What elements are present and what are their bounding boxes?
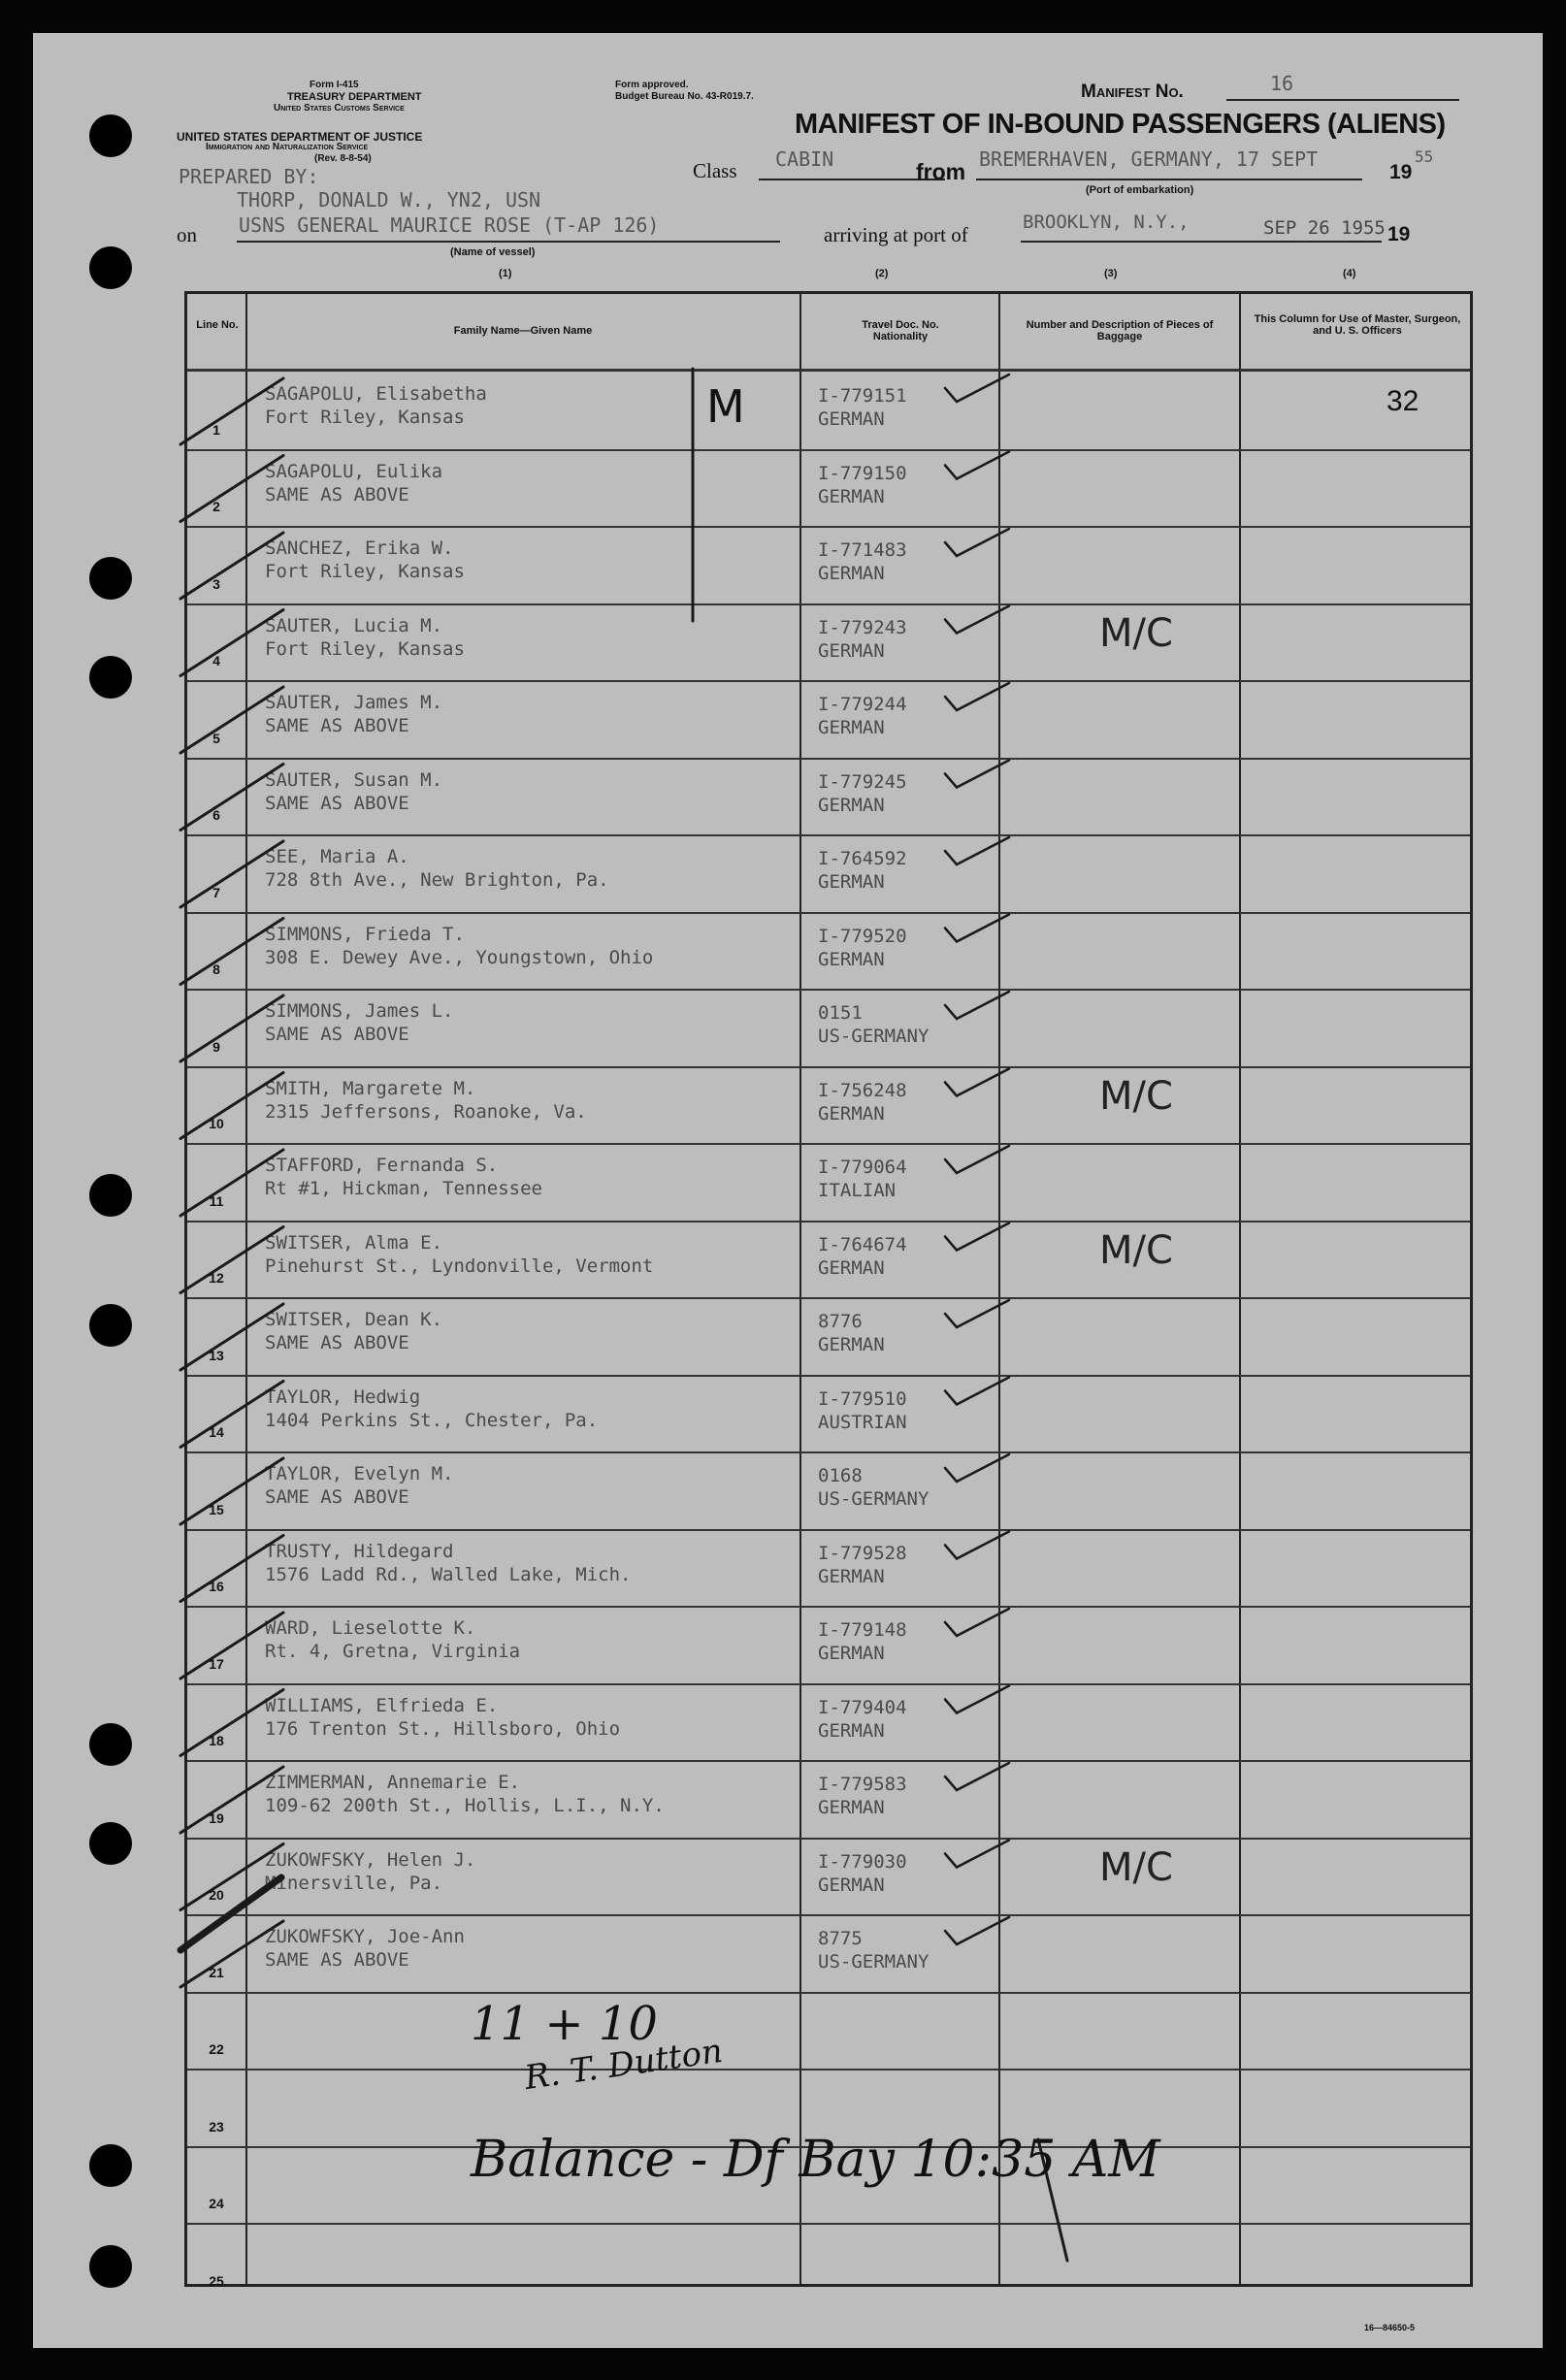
nationality: GERMAN bbox=[818, 408, 885, 430]
check-mark bbox=[945, 1069, 1009, 1096]
col-num-1: (1) bbox=[499, 268, 512, 279]
handwritten-count: 11 + 10 bbox=[471, 1997, 658, 2051]
nationality: GERMAN bbox=[818, 1334, 885, 1355]
passenger-address: SAME AS ABOVE bbox=[265, 483, 409, 505]
travel-doc-no: I-764592 bbox=[818, 848, 907, 869]
strike-mark bbox=[180, 1073, 283, 1139]
strike-mark bbox=[180, 1690, 283, 1756]
check-mark bbox=[945, 1841, 1009, 1868]
travel-doc-no: I-756248 bbox=[818, 1079, 907, 1101]
passenger-name: SEE, Maria A. bbox=[265, 846, 409, 867]
passenger-name: SAGAPOLU, Eulika bbox=[265, 460, 443, 482]
arrival-year-prefix: 19 bbox=[1387, 223, 1411, 245]
passenger-name: SIMMONS, Frieda T. bbox=[265, 923, 465, 945]
manifest-no: 16 bbox=[1270, 72, 1294, 95]
port-embark-caption: (Port of embarkation) bbox=[1086, 184, 1194, 196]
travel-doc-no: I-764674 bbox=[818, 1233, 907, 1255]
passenger-address: 176 Trenton St., Hillsboro, Ohio bbox=[265, 1717, 621, 1740]
passenger-name: SAGAPOLU, Elisabetha bbox=[265, 383, 487, 405]
nationality: GERMAN bbox=[818, 1719, 885, 1742]
line-number: 20 bbox=[209, 1887, 224, 1903]
line-number: 3 bbox=[212, 575, 220, 592]
strike-mark bbox=[180, 1536, 283, 1602]
prepared-by: THORP, DONALD W., YN2, USN bbox=[237, 188, 541, 212]
strike-mark bbox=[180, 1150, 283, 1216]
strike-mark bbox=[180, 1921, 283, 1987]
line-number: 21 bbox=[209, 1964, 224, 1980]
travel-doc-no: I-779064 bbox=[818, 1157, 907, 1178]
year-prefix: 19 bbox=[1389, 161, 1413, 183]
check-mark bbox=[945, 1763, 1009, 1790]
line-number: 7 bbox=[212, 884, 220, 900]
check-mark bbox=[945, 1454, 1009, 1482]
strike-mark bbox=[180, 1458, 283, 1524]
check-mark bbox=[945, 1300, 1009, 1327]
passenger-address: SAME AS ABOVE bbox=[265, 1949, 409, 1971]
passenger-address: Rt. 4, Gretna, Virginia bbox=[265, 1641, 521, 1662]
col-header-name: Family Name—Given Name bbox=[453, 325, 593, 337]
check-mark bbox=[945, 1146, 1009, 1173]
passenger-address: Fort Riley, Kansas bbox=[265, 561, 465, 582]
strike-mark bbox=[180, 919, 283, 985]
passenger-name: ZUKOWFSKY, Helen J. bbox=[265, 1848, 476, 1871]
col-header-baggage: Number and Description of Pieces of Baggage bbox=[1026, 319, 1214, 342]
travel-doc-no: I-779245 bbox=[818, 770, 907, 793]
travel-doc-no: I-779404 bbox=[818, 1696, 907, 1718]
handwritten-balance: Balance - Df Bay 10:35 AM bbox=[471, 2131, 1160, 2189]
passenger-address: 109-62 200th St., Hollis, L.I., N.Y. bbox=[265, 1795, 665, 1816]
customs-service: United States Customs Service bbox=[274, 103, 405, 114]
handwritten-m: M bbox=[706, 380, 745, 433]
passenger-name: SWITSER, Alma E. bbox=[265, 1231, 443, 1254]
travel-doc-no: I-779148 bbox=[818, 1619, 907, 1641]
travel-doc-no: I-779030 bbox=[818, 1850, 907, 1873]
line-number: 16 bbox=[209, 1579, 224, 1594]
col-num-4: (4) bbox=[1343, 268, 1356, 279]
line-number: 22 bbox=[209, 2041, 224, 2057]
nationality: GERMAN bbox=[818, 1874, 885, 1896]
line-number: 19 bbox=[209, 1809, 224, 1826]
travel-doc-no: I-779528 bbox=[818, 1542, 907, 1564]
manifest-title: MANIFEST OF IN-BOUND PASSENGERS (ALIENS) bbox=[795, 109, 1446, 140]
strike-mark bbox=[180, 995, 283, 1061]
passenger-address: 2315 Jeffersons, Roanoke, Va. bbox=[265, 1100, 587, 1123]
nationality: GERMAN bbox=[818, 871, 885, 893]
travel-doc-no: 0151 bbox=[818, 1002, 863, 1024]
line-number: 25 bbox=[209, 2272, 224, 2289]
travel-doc-no: 0168 bbox=[818, 1465, 863, 1486]
line-number: 17 bbox=[209, 1655, 224, 1672]
footer-code: 16—84650-5 bbox=[1364, 2323, 1416, 2332]
nationality: GERMAN bbox=[818, 639, 885, 662]
passenger-name: SAUTER, Lucia M. bbox=[265, 614, 443, 636]
passenger-address: SAME AS ABOVE bbox=[265, 1332, 409, 1353]
line-number: 10 bbox=[209, 1116, 224, 1131]
revision: (Rev. 8-8-54) bbox=[314, 153, 372, 164]
strike-mark bbox=[180, 378, 283, 444]
check-mark bbox=[945, 1609, 1009, 1636]
strike-mark bbox=[180, 456, 283, 522]
nationality: AUSTRIAN bbox=[818, 1411, 907, 1433]
check-mark bbox=[945, 761, 1009, 788]
line-number: 1 bbox=[212, 421, 220, 438]
nationality: GERMAN bbox=[818, 1797, 885, 1818]
from-value: BREMERHAVEN, GERMANY, 17 SEPT bbox=[979, 147, 1319, 171]
col-header-line: Line No. bbox=[196, 319, 239, 331]
nationality: ITALIAN bbox=[818, 1180, 897, 1201]
check-mark bbox=[945, 992, 1009, 1019]
manifest-no-label: Manifest No. bbox=[1081, 82, 1184, 102]
line-number: 9 bbox=[212, 1038, 220, 1055]
class-label: Class bbox=[693, 159, 737, 182]
passenger-name: SWITSER, Dean K. bbox=[265, 1309, 443, 1330]
on-label: on bbox=[177, 223, 197, 246]
officer-note: 32 bbox=[1387, 385, 1419, 417]
passenger-name: ZUKOWFSKY, Joe-Ann bbox=[265, 1926, 465, 1947]
line-number: 11 bbox=[209, 1192, 224, 1209]
check-mark bbox=[945, 1917, 1009, 1944]
passenger-name: SMITH, Margarete M. bbox=[265, 1077, 476, 1099]
passenger-name: WILLIAMS, Elfrieda E. bbox=[265, 1694, 499, 1716]
nationality: GERMAN bbox=[818, 948, 885, 970]
strike-mark bbox=[180, 610, 283, 676]
check-mark bbox=[945, 606, 1009, 634]
nationality: GERMAN bbox=[818, 1643, 885, 1664]
line-number: 12 bbox=[209, 1270, 224, 1286]
line-number: 13 bbox=[209, 1347, 224, 1363]
passenger-address: Rt #1, Hickman, Tennessee bbox=[265, 1178, 542, 1199]
travel-doc-no: I-771483 bbox=[818, 539, 907, 561]
vessel-caption: (Name of vessel) bbox=[450, 246, 536, 258]
col-num-2: (2) bbox=[875, 268, 889, 279]
line-number: 24 bbox=[209, 2196, 224, 2211]
ins-service: Immigration and Naturalization Service bbox=[206, 142, 369, 152]
passenger-name: TRUSTY, Hildegard bbox=[265, 1540, 454, 1562]
passenger-name: STAFFORD, Fernanda S. bbox=[265, 1155, 499, 1176]
nationality: GERMAN bbox=[818, 794, 885, 816]
check-mark bbox=[945, 683, 1009, 710]
passenger-name: SIMMONS, James L. bbox=[265, 1000, 454, 1022]
line-number: 5 bbox=[212, 730, 220, 746]
strike-mark bbox=[180, 765, 283, 831]
col-header-travel: Travel Doc. No. Nationality bbox=[862, 319, 939, 342]
line-number: 4 bbox=[212, 653, 220, 668]
baggage-mark: M/C bbox=[1099, 1073, 1173, 1119]
strike-mark bbox=[180, 1304, 283, 1370]
travel-doc-no: I-779583 bbox=[818, 1774, 907, 1795]
travel-doc-no: I-779151 bbox=[818, 385, 907, 407]
travel-doc-no: I-779244 bbox=[818, 694, 907, 715]
passenger-name: TAYLOR, Evelyn M. bbox=[265, 1463, 454, 1484]
nationality: US-GERMANY bbox=[818, 1026, 930, 1047]
arrival-port: BROOKLYN, N.Y., bbox=[1023, 212, 1190, 233]
arrival-stamp: SEP 26 1955 bbox=[1263, 217, 1386, 239]
baggage-mark: M/C bbox=[1099, 1227, 1173, 1273]
passenger-name: WARD, Lieselotte K. bbox=[265, 1617, 476, 1639]
treasury-dept: TREASURY DEPARTMENT bbox=[287, 91, 422, 103]
nationality: US-GERMANY bbox=[818, 1951, 930, 1972]
passenger-address: 1404 Perkins St., Chester, Pa. bbox=[265, 1409, 599, 1431]
nationality: GERMAN bbox=[818, 717, 885, 738]
check-mark bbox=[945, 837, 1009, 864]
line-number: 18 bbox=[209, 1733, 224, 1748]
travel-doc-no: I-779150 bbox=[818, 462, 907, 484]
strike-mark bbox=[180, 1613, 283, 1679]
passenger-address: Pinehurst St., Lyndonville, Vermont bbox=[265, 1255, 654, 1277]
passenger-address: SAME AS ABOVE bbox=[265, 1486, 409, 1508]
nationality: GERMAN bbox=[818, 485, 885, 507]
passenger-address: 308 E. Dewey Ave., Youngstown, Ohio bbox=[265, 946, 654, 968]
strike-mark bbox=[180, 1844, 283, 1910]
passenger-name: SAUTER, James M. bbox=[265, 692, 443, 713]
line-number: 8 bbox=[212, 962, 220, 977]
check-mark bbox=[945, 529, 1009, 556]
nationality: GERMAN bbox=[818, 563, 885, 584]
travel-doc-no: I-779510 bbox=[818, 1387, 907, 1410]
passenger-address: Fort Riley, Kansas bbox=[265, 407, 465, 428]
col-header-officers: This Column for Use of Master, Surgeon, and U. S. Officers bbox=[1254, 313, 1461, 337]
strike-mark bbox=[180, 687, 283, 753]
passenger-address: Minersville, Pa. bbox=[265, 1872, 443, 1894]
travel-doc-no: 8776 bbox=[818, 1311, 863, 1332]
travel-doc-no: I-779243 bbox=[818, 616, 907, 638]
baggage-mark: M/C bbox=[1099, 1844, 1173, 1890]
check-mark bbox=[945, 1686, 1009, 1713]
passenger-name: SANCHEZ, Erika W. bbox=[265, 538, 454, 559]
travel-doc-no: I-779520 bbox=[818, 925, 907, 947]
passenger-name: TAYLOR, Hedwig bbox=[265, 1386, 421, 1408]
form-approved: Form approved. bbox=[615, 80, 689, 90]
passenger-address: SAME AS ABOVE bbox=[265, 1024, 409, 1045]
strike-mark bbox=[180, 1227, 283, 1293]
vessel-name: USNS GENERAL MAURICE ROSE (T-AP 126) bbox=[239, 213, 660, 237]
nationality: US-GERMANY bbox=[818, 1488, 930, 1510]
check-mark bbox=[945, 452, 1009, 479]
line-number: 2 bbox=[212, 499, 220, 514]
baggage-mark: M/C bbox=[1099, 610, 1173, 656]
justice-dept: UNITED STATES DEPARTMENT OF JUSTICE bbox=[177, 130, 423, 144]
strike-mark bbox=[180, 533, 283, 599]
line-number: 15 bbox=[209, 1501, 224, 1517]
line-number: 23 bbox=[209, 2118, 224, 2135]
strike-mark bbox=[180, 1877, 281, 1950]
line-number: 14 bbox=[209, 1424, 224, 1440]
year-suffix: 55 bbox=[1415, 147, 1434, 166]
passenger-name: SAUTER, Susan M. bbox=[265, 768, 443, 791]
passenger-address: SAME AS ABOVE bbox=[265, 715, 409, 736]
check-mark bbox=[945, 1223, 1009, 1251]
passenger-address: 728 8th Ave., New Brighton, Pa. bbox=[265, 869, 609, 891]
passenger-address: Fort Riley, Kansas bbox=[265, 637, 465, 660]
col-num-3: (3) bbox=[1104, 268, 1118, 279]
strike-mark bbox=[180, 1767, 283, 1833]
passenger-address: 1576 Ladd Rd., Walled Lake, Mich. bbox=[265, 1563, 632, 1585]
line-number: 6 bbox=[212, 807, 220, 823]
check-mark bbox=[945, 375, 1009, 402]
budget-bureau: Budget Bureau No. 43-R019.7. bbox=[615, 91, 754, 102]
strike-mark bbox=[180, 1382, 283, 1448]
strike-mark bbox=[180, 841, 283, 907]
prepared-by-label: PREPARED BY: bbox=[179, 165, 319, 188]
nationality: GERMAN bbox=[818, 1565, 885, 1587]
arriving-label: arriving at port of bbox=[824, 223, 968, 246]
check-mark bbox=[945, 915, 1009, 942]
nationality: GERMAN bbox=[818, 1102, 885, 1125]
form-number: Form I-415 bbox=[310, 80, 359, 90]
passenger-name: ZIMMERMAN, Annemarie E. bbox=[265, 1772, 521, 1793]
signature: R. T. Dutton bbox=[522, 2031, 726, 2099]
check-mark bbox=[945, 1378, 1009, 1405]
travel-doc-no: 8775 bbox=[818, 1928, 863, 1949]
nationality: GERMAN bbox=[818, 1256, 885, 1279]
class-value: CABIN bbox=[775, 147, 834, 171]
from-label: from bbox=[916, 159, 966, 184]
passenger-address: SAME AS ABOVE bbox=[265, 792, 409, 814]
check-mark bbox=[945, 1532, 1009, 1559]
